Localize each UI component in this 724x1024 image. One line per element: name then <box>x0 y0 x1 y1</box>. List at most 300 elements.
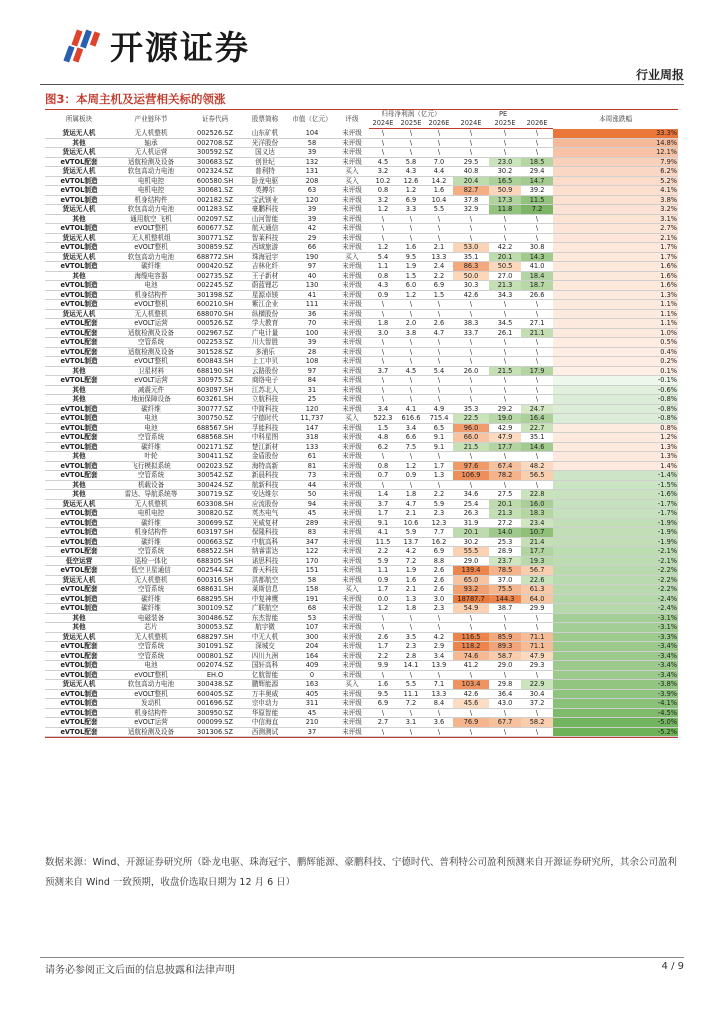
cell-profit-2024e: \ <box>381 148 385 156</box>
cell-name: 国义达 <box>255 148 275 156</box>
table-row <box>45 357 678 367</box>
cell-weekly-change: -1.6% <box>553 490 678 500</box>
cell-mktcap: 45 <box>307 509 317 517</box>
cell-pe-2026e: 48.2 <box>521 461 553 471</box>
cell-profit-2026e: 9.1 <box>433 442 445 451</box>
cell-profit-2025e: 13.7 <box>403 537 419 546</box>
col-profit-group: 归母净利润（亿元） <box>369 110 453 120</box>
cell-rating: 未评级 <box>342 452 362 460</box>
cell-mktcap: 81 <box>307 461 317 470</box>
cell-rating: 未评级 <box>342 262 362 270</box>
cell-mktcap: 39 <box>307 338 317 346</box>
cell-profit-2025e: \ <box>409 224 413 232</box>
cell-rating: 未评级 <box>342 205 362 213</box>
cell-name: 诺思科技 <box>251 556 279 565</box>
cell-pe-2024e: \ <box>469 338 473 346</box>
cell-pe-2024e: 30.3 <box>463 281 479 289</box>
cell-profit-2026e: \ <box>437 224 441 232</box>
cell-profit-2025e: 3.8 <box>405 328 417 337</box>
cell-mktcap: 0 <box>309 670 315 679</box>
cell-sector: eVTOL制造 <box>60 414 98 422</box>
cell-rating: 未评级 <box>342 604 362 612</box>
cell-pe-2024e: 29.0 <box>463 556 479 565</box>
cell-pe-2025e: 144.3 <box>489 594 521 604</box>
cell-pe-2025e: 78.5 <box>489 566 521 576</box>
cell-pe-2025e: 34.5 <box>497 319 513 327</box>
cell-weekly-change: -0.8% <box>553 395 678 405</box>
cell-pe-2024e: 37.8 <box>463 195 479 204</box>
cell-profit-2026e: 5.4 <box>433 366 445 375</box>
cell-rating: 未评级 <box>342 423 362 432</box>
cell-chain: 空管系统 <box>137 585 165 593</box>
cell-profit-2024e: 4.5 <box>377 157 389 166</box>
footer-rule <box>40 957 684 958</box>
cell-mktcap: 53 <box>307 613 317 622</box>
cell-rating: 未评级 <box>342 499 362 508</box>
cell-profit-2025e: 14.1 <box>403 661 419 669</box>
cell-mktcap: 84 <box>307 376 317 384</box>
table-row <box>45 651 678 661</box>
cell-profit-2026e: \ <box>437 452 441 460</box>
cell-code: 688631.SH <box>196 585 234 593</box>
cell-pe-2024e: 32.9 <box>463 205 479 213</box>
col-pe-2026e: 2026E <box>521 119 553 129</box>
cell-pe-2024e: 139.4 <box>453 566 489 576</box>
cell-pe-2026e: 24.7 <box>521 404 553 414</box>
cell-pe-2026e: \ <box>535 129 539 137</box>
data-source-note: 数据来源：Wind、开源证券研究所（卧龙电驱、珠海冠宇、鹏辉能源、豪鹏科技、宁德时代、普利特公司盈利预测来自开源证券研究所，其余公司盈利预测来自 Wind 一致预期，收盘价选取日期为 12 月 6 日） <box>45 857 677 888</box>
table-row <box>45 727 678 737</box>
cell-profit-2025e: 11.1 <box>403 689 419 698</box>
cell-pe-2026e: \ <box>535 480 539 489</box>
cell-chain: 空管系统 <box>137 471 165 479</box>
cell-name: 宁德时代 <box>251 414 279 422</box>
cell-pe-2024e: \ <box>469 309 473 318</box>
cell-rating: 未评级 <box>342 547 362 555</box>
table-row <box>45 604 678 614</box>
cell-sector: 其他 <box>72 452 86 460</box>
cell-mktcap: 151 <box>305 566 319 574</box>
cell-rating: 未评级 <box>342 195 362 204</box>
cell-pe-2026e: 58.2 <box>521 718 553 728</box>
cell-profit-2025e: \ <box>409 214 413 223</box>
cell-weekly-change: 2.7% <box>553 224 678 234</box>
cell-pe-2025e: 50.5 <box>489 262 521 272</box>
cell-sector: eVTOL配套 <box>60 547 98 555</box>
cell-pe-2024e: \ <box>469 727 473 736</box>
cell-profit-2026e: 9.1 <box>433 433 445 441</box>
cell-weekly-change: -1.5% <box>553 480 678 490</box>
table-row <box>45 395 678 405</box>
cell-pe-2026e: 18.3 <box>521 509 553 519</box>
cell-rating: 未评级 <box>342 623 362 631</box>
cell-weekly-change: -3.4% <box>553 642 678 652</box>
cell-code: 300592.SZ <box>197 148 233 156</box>
cell-code: 688070.SH <box>196 309 234 318</box>
cell-rating: 未评级 <box>342 357 362 365</box>
cell-profit-2026e: 2.3 <box>433 604 445 612</box>
cell-name: 宝武镁业 <box>251 195 279 204</box>
cell-weekly-change: 1.1% <box>553 309 678 319</box>
table-row <box>45 205 678 215</box>
cell-mktcap: 25 <box>307 395 317 403</box>
cell-profit-2026e: 4.7 <box>433 328 445 337</box>
cell-pe-2025e: \ <box>503 214 507 223</box>
cell-profit-2025e: 1.6 <box>405 575 417 584</box>
cell-code: 600580.SH <box>196 176 234 185</box>
cell-profit-2024e: 6.9 <box>377 699 389 707</box>
cell-rating: 未评级 <box>342 509 362 517</box>
cell-pe-2025e: 26.1 <box>497 328 513 337</box>
cell-code: 300975.SZ <box>197 376 233 384</box>
cell-name: 英搏尔 <box>255 186 275 194</box>
cell-pe-2026e: 11.5 <box>521 195 553 205</box>
cell-pe-2026e: 56.5 <box>521 471 553 481</box>
cell-rating: 买入 <box>345 680 359 688</box>
cell-profit-2024e: 0.8 <box>377 461 389 470</box>
cell-weekly-change: 1.3% <box>553 452 678 462</box>
cell-rating: 未评级 <box>342 290 362 299</box>
report-type-tag: 行业周报 <box>635 68 684 82</box>
cell-profit-2024e: 3.2 <box>377 167 389 175</box>
cell-pe-2024e: \ <box>469 214 473 223</box>
cell-mktcap: 347 <box>305 537 319 546</box>
cell-code: 300859.SZ <box>197 243 233 251</box>
cell-rating: 未评级 <box>342 471 362 479</box>
cell-profit-2026e: 10.4 <box>431 195 447 204</box>
cell-pe-2024e: 20.1 <box>453 528 489 538</box>
cell-pe-2026e: 39.2 <box>529 186 545 194</box>
cell-chain: 卫星材料 <box>137 366 165 375</box>
cell-profit-2024e: 3.4 <box>377 404 389 413</box>
cell-chain: 空管系统 <box>137 433 165 441</box>
table-row <box>45 575 678 585</box>
cell-pe-2026e: 16.0 <box>521 499 553 509</box>
cell-profit-2026e: \ <box>437 708 441 717</box>
cell-mktcap: 29 <box>307 233 317 242</box>
cell-pe-2024e: \ <box>469 148 473 156</box>
cell-code: 603197.SH <box>196 528 234 536</box>
cell-profit-2026e: \ <box>437 480 441 489</box>
cell-rating: 未评级 <box>342 157 362 166</box>
cell-name: 中简科技 <box>251 404 279 413</box>
table-row <box>45 233 678 243</box>
cell-sector: 货运无人机 <box>62 680 96 688</box>
cell-rating: 未评级 <box>342 594 362 603</box>
cell-code: 688772.SH <box>196 252 234 261</box>
cell-name: 东杰智能 <box>251 613 279 622</box>
cell-profit-2024e: \ <box>381 613 385 622</box>
cell-profit-2025e: 2.1 <box>405 585 417 593</box>
cell-profit-2025e: 6.6 <box>405 433 417 441</box>
cell-pe-2026e: \ <box>535 233 539 242</box>
cell-code: 002097.SZ <box>197 214 233 223</box>
cell-chain: 机身结构件 <box>134 290 168 299</box>
cell-profit-2026e: 3.0 <box>433 594 445 603</box>
cell-name: 王子新材 <box>251 271 279 280</box>
cell-weekly-change: -5.2% <box>553 727 678 737</box>
cell-rating: 未评级 <box>342 233 362 242</box>
cell-rating: 未评级 <box>342 224 362 232</box>
brand-logo <box>60 22 250 69</box>
cell-weekly-change: -2.1% <box>553 547 678 557</box>
cell-name: 豪鹏科技 <box>251 205 279 213</box>
cell-profit-2024e: 1.5 <box>377 423 389 432</box>
cell-pe-2025e: \ <box>503 480 507 489</box>
cell-name: 万丰奥威 <box>251 689 279 698</box>
cell-mktcap: 132 <box>305 157 319 166</box>
cell-pe-2024e: 42.6 <box>463 689 479 698</box>
cell-profit-2026e: 14.2 <box>431 176 447 185</box>
cell-sector: eVTOL配套 <box>60 376 98 384</box>
cell-sector: eVTOL配套 <box>60 585 98 593</box>
table-row <box>45 262 678 272</box>
cell-pe-2025e: 43.0 <box>497 699 513 707</box>
cell-mktcap: 210 <box>305 718 319 726</box>
cell-rating: 未评级 <box>342 128 362 137</box>
cell-pe-2025e: \ <box>503 309 507 318</box>
cell-pe-2024e: 118.2 <box>453 642 489 652</box>
cell-name: 西域旅游 <box>251 243 279 251</box>
cell-sector: eVTOL制造 <box>60 195 98 204</box>
cell-pe-2026e: 22.7 <box>521 423 553 433</box>
cell-profit-2024e: 1.8 <box>377 319 389 327</box>
cell-chain: 无人机整机组 <box>131 233 171 242</box>
cell-pe-2025e: \ <box>503 338 507 346</box>
cell-pe-2025e: 34.3 <box>497 290 513 299</box>
cell-sector: 货运无人机 <box>62 575 96 584</box>
cell-profit-2026e: \ <box>437 670 441 679</box>
cell-profit-2026e: 1.6 <box>433 186 445 194</box>
header-rule <box>40 84 684 85</box>
cell-code: 002253.SZ <box>197 338 233 346</box>
cell-profit-2025e: \ <box>409 129 413 137</box>
cell-name: 海特高新 <box>251 461 279 470</box>
cell-pe-2024e: 30.2 <box>463 537 479 546</box>
cell-sector: eVTOL制造 <box>60 670 98 679</box>
cell-rating: 未评级 <box>342 689 362 698</box>
cell-code: 002708.SZ <box>197 138 233 147</box>
table-row <box>45 423 678 433</box>
cell-mktcap: 170 <box>305 556 319 565</box>
cell-profit-2026e: 2.6 <box>433 575 445 584</box>
cell-profit-2026e: 2.4 <box>433 262 445 270</box>
brand-logo-icon <box>60 28 104 64</box>
cell-pe-2024e: 106.9 <box>453 471 489 481</box>
cell-sector: eVTOL制造 <box>60 300 98 308</box>
cell-profit-2025e: 3.3 <box>405 205 417 213</box>
cell-pe-2024e: 35.1 <box>463 252 479 261</box>
cell-mktcap: 100 <box>305 328 319 337</box>
cell-profit-2024e: \ <box>381 623 385 631</box>
cell-weekly-change: -0.1% <box>553 376 678 386</box>
cell-pe-2025e: \ <box>503 613 507 622</box>
cell-profit-2025e: 3.1 <box>405 718 417 726</box>
cell-pe-2026e: \ <box>535 148 539 156</box>
cell-sector: 其他 <box>72 138 86 147</box>
cell-chain: 无人机整机 <box>134 632 168 641</box>
cell-sector: 其他 <box>72 613 86 622</box>
cell-profit-2025e: \ <box>409 613 413 622</box>
cell-chain: 电池 <box>144 414 158 422</box>
cell-sector: eVTOL制造 <box>60 604 98 612</box>
cell-profit-2025e: 7.2 <box>405 556 417 565</box>
cell-pe-2026e: 30.8 <box>529 243 545 251</box>
cell-pe-2025e: \ <box>503 727 507 736</box>
cell-sector: eVTOL配套 <box>60 338 98 346</box>
cell-pe-2025e: \ <box>503 395 507 403</box>
cell-weekly-change: -3.1% <box>553 613 678 623</box>
cell-weekly-change: -0.6% <box>553 385 678 395</box>
cell-pe-2024e: \ <box>469 452 473 460</box>
cell-profit-2025e: \ <box>409 385 413 394</box>
cell-name: 珠海冠宇 <box>251 252 279 261</box>
cell-pe-2025e: 36.4 <box>497 689 513 698</box>
table-row <box>45 290 678 300</box>
cell-rating: 未评级 <box>342 661 362 669</box>
cell-mktcap: 63 <box>307 186 317 194</box>
cell-profit-2026e: \ <box>437 357 441 365</box>
cell-pe-2025e: \ <box>503 708 507 717</box>
cell-pe-2026e: \ <box>535 347 539 356</box>
cell-profit-2026e: 2.6 <box>433 585 445 593</box>
cell-profit-2024e: 6.2 <box>377 442 389 451</box>
cell-mktcap: 41 <box>307 290 317 299</box>
cell-pe-2025e: \ <box>503 670 507 679</box>
cell-sector: eVTOL制造 <box>60 243 98 251</box>
cell-profit-2024e: 9.9 <box>377 661 389 669</box>
cell-rating: 未评级 <box>342 385 362 394</box>
cell-pe-2025e: \ <box>503 385 507 394</box>
cell-profit-2025e: \ <box>409 300 413 308</box>
table-row <box>45 138 678 148</box>
cell-chain: 碳纤维 <box>141 262 161 270</box>
cell-sector: 其他 <box>72 395 86 403</box>
cell-profit-2024e: 2.7 <box>377 718 389 726</box>
cell-pe-2026e: 21.1 <box>521 328 553 338</box>
cell-rating: 未评级 <box>342 186 362 194</box>
cell-profit-2024e: 0.7 <box>377 471 389 479</box>
cell-profit-2024e: 1.2 <box>377 243 389 251</box>
cell-weekly-change: -0.8% <box>553 414 678 424</box>
table-row <box>45 176 678 186</box>
cell-profit-2026e: 3.6 <box>433 718 445 726</box>
cell-profit-2026e: 5.9 <box>433 499 445 508</box>
table-row <box>45 271 678 281</box>
cell-chain: 低空卫星通信 <box>131 566 171 574</box>
cell-chain: eVOLT整机 <box>134 300 168 308</box>
col-profit-2025e: 2025E <box>397 119 425 129</box>
cell-pe-2025e: 16.5 <box>489 176 521 186</box>
cell-pe-2024e: 97.6 <box>453 461 489 471</box>
cell-profit-2025e: 1.2 <box>405 461 417 470</box>
cell-weekly-change: 1.3% <box>553 442 678 452</box>
cell-weekly-change: 14.8% <box>553 138 678 148</box>
cell-sector: eVTOL配套 <box>60 718 98 726</box>
cell-rating: 未评级 <box>342 300 362 308</box>
cell-pe-2026e: 18.4 <box>521 271 553 281</box>
cell-pe-2025e: \ <box>503 357 507 365</box>
cell-rating: 未评级 <box>342 490 362 498</box>
cell-pe-2025e: 37.0 <box>497 575 513 584</box>
cell-profit-2026e: \ <box>437 214 441 223</box>
cell-profit-2024e: 0.0 <box>377 594 389 603</box>
cell-pe-2025e: 17.7 <box>489 442 521 452</box>
cell-profit-2024e: \ <box>381 708 385 717</box>
cell-mktcap: 289 <box>305 518 319 527</box>
cell-profit-2025e: 6.9 <box>405 195 417 204</box>
cell-sector: eVTOL制造 <box>60 442 98 451</box>
cell-sector: eVTOL制造 <box>60 509 98 517</box>
cell-pe-2024e: 29.5 <box>463 157 479 166</box>
table-row <box>45 490 678 500</box>
cell-code: 300820.SZ <box>197 509 233 517</box>
cell-profit-2025e: 7.2 <box>405 699 417 707</box>
cell-chain: 碳纤维 <box>141 442 161 451</box>
cell-profit-2025e: \ <box>409 357 413 365</box>
table-row <box>45 556 678 566</box>
cell-profit-2026e: \ <box>437 129 441 137</box>
cell-sector: 货运无人机 <box>62 632 96 641</box>
cell-pe-2024e: 40.8 <box>463 167 479 175</box>
cell-pe-2026e: \ <box>535 623 539 631</box>
cell-profit-2024e: 0.9 <box>377 290 389 299</box>
cell-code: 002735.SZ <box>197 271 233 280</box>
cell-profit-2026e: 8.8 <box>433 556 445 565</box>
cell-name: 宗申动力 <box>251 699 279 707</box>
cell-weekly-change: 12.1% <box>553 148 678 158</box>
cell-sector: 货运无人机 <box>62 167 96 175</box>
cell-rating: 未评级 <box>342 404 362 413</box>
cell-pe-2026e: \ <box>535 309 539 318</box>
cell-pe-2024e: 86.3 <box>453 262 489 272</box>
cell-code: 002074.SZ <box>197 661 233 669</box>
cell-profit-2026e: 1.3 <box>433 471 445 479</box>
cell-name: 华原智能 <box>251 708 279 717</box>
table-row <box>45 129 678 139</box>
cell-sector: eVTOL配套 <box>60 651 98 660</box>
cell-mktcap: 120 <box>305 404 319 413</box>
table-row <box>45 186 678 196</box>
cell-name: 英杰电气 <box>251 509 279 517</box>
cell-sector: eVTOL配套 <box>60 433 98 441</box>
cell-code: 300750.SZ <box>197 414 233 422</box>
cell-pe-2025e: 89.3 <box>489 642 521 652</box>
cell-code: 000663.SZ <box>197 537 233 546</box>
cell-rating: 买入 <box>345 585 359 593</box>
cell-profit-2026e: 2.2 <box>433 490 445 498</box>
cell-mktcap: 97 <box>307 366 317 375</box>
cell-chain: 碳纤维 <box>141 404 161 413</box>
cell-pe-2025e: 27.5 <box>497 490 513 498</box>
cell-code: 300438.SZ <box>197 680 233 688</box>
cell-pe-2024e: 35.3 <box>463 404 479 413</box>
cell-profit-2025e: 10.6 <box>403 518 419 527</box>
cell-profit-2024e: 9.1 <box>377 518 389 527</box>
cell-rating: 未评级 <box>342 243 362 251</box>
table-row <box>45 214 678 224</box>
cell-name: 中复神鹰 <box>251 594 279 603</box>
cell-rating: 未评级 <box>342 566 362 574</box>
cell-sector: eVTOL配套 <box>60 319 98 327</box>
cell-name: 孚能科技 <box>251 423 279 432</box>
brand-name: 开源证券 <box>110 28 250 67</box>
cell-code: 688190.SH <box>196 366 234 375</box>
cell-pe-2024e: 20.4 <box>453 176 489 186</box>
cell-pe-2026e: 37.2 <box>529 699 545 707</box>
cell-chain: eVOLT整机 <box>134 357 168 365</box>
cell-pe-2026e: \ <box>535 357 539 365</box>
